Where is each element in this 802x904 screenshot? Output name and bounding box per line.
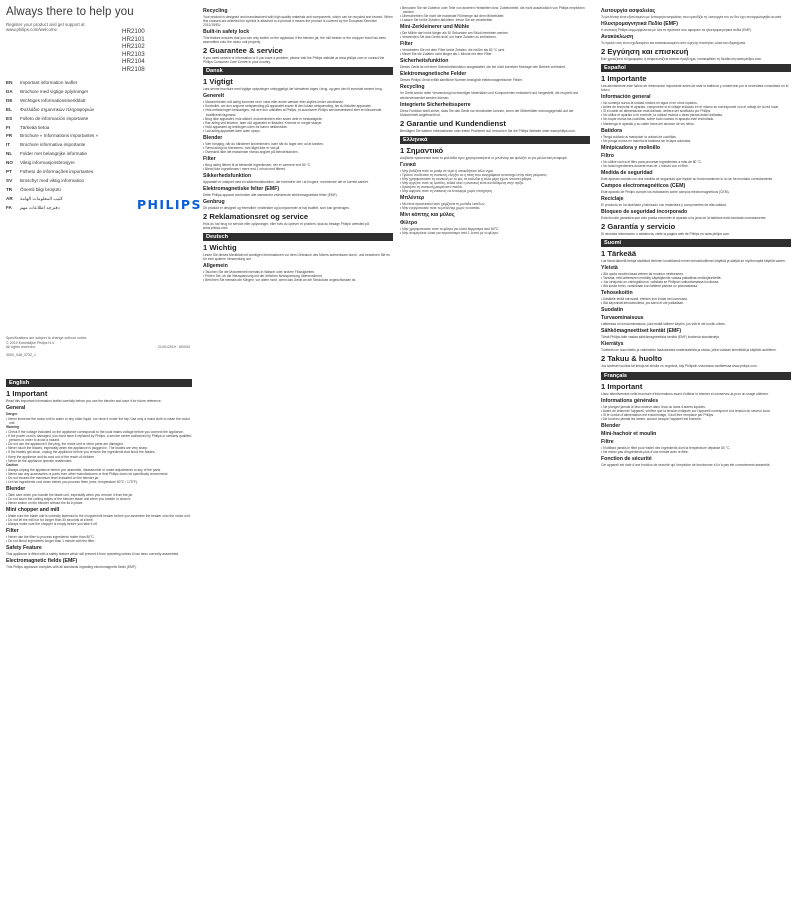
heading-safety-lock: Built-in safety lock [203,29,250,36]
heading-recycling: Recycling [400,84,425,91]
label-warning: Warning [6,425,20,430]
list-item: • Keep the appliance and its cord out of the reach of children. [6,455,192,459]
list-item: • No utilice el aparato si el enchufe, la unidad motora u otras piezas están dañadas. [601,113,791,117]
language-code: NL [6,151,13,157]
list-item: • Mixen Sie die Zutaten nicht länger als 1 Minute mit dem Filter. [400,52,590,56]
list-item: • If the power cord is damaged, you must have it replaced by Philips, a service centre authorized by Philips or similarly qualified persons in order to avoid a hazard. [6,434,192,442]
list-item: • Benutzen Sie nie Zubehör oder Teile von anderen Herstellern bzw. Zubehörteile, die nicht ausdrücklich von Philips empfohlen wurden. [400,6,590,14]
list-item: • Überschreiten Sie nicht die maximale Füllmenge auf dem Mixbehälter. [400,14,590,18]
list-item: • Älä koske teriin, varsinkaan kun laitteen pistoke on pistorasiassa. [601,284,791,288]
paragraph: Your product is designed and manufactured with high quality materials and components, which can be recycled and reused. When this crossed-out wheeled bin symbol is attached to a product it means the product is covered by the European Directive 2012/19/EU. [203,15,393,28]
rights: All rights reserved. [6,345,36,350]
heading-bloqueo: Bloqueo de seguridad incorporado [601,208,688,215]
list-item: • No bata ingredientes durante más de 1 minuto con el filtro. [601,164,791,168]
model-number: HR2101 [122,35,145,43]
heading-suodatin: Suodatin [601,307,624,314]
model-list [122,28,182,74]
language-list [6,79,190,213]
intro-text: Læs denne brochure med vigtige oplysninger omhyggeligt, før blenderen tages i brug, og gem den til eventuel senere brug. [203,87,383,92]
heading-filtro-gr: Φίλτρο [400,220,418,227]
list-item: • Käsittele terää varovasti, etenkin kun irrotat sen kannusta. [601,297,791,301]
list-item: • Never let the appliance operate unattended. [6,459,192,463]
paragraph: El producto se ha diseñado y fabricado con materiales y componentes de alta calidad. [601,202,727,207]
paragraph: Το μπλέντερ είναι εξοπλισμένο με λειτουργία ασφαλείας που εμποδίζει τη λειτουργία του αν δεν έχει συναρμολογηθεί σωστά. [601,15,782,19]
heading-filter: Filter [203,155,216,162]
paragraph: Diese Funktion stellt sicher, dass Sie das Gerät nur einschalten können, wenn der Mixbehälter ordnungsgemäß auf der Motoreinheit angebracht ist. [400,108,574,117]
list-item: • Μην χρησιμοποιείτε τη συσκευή αν το φις, το καλώδιο ή άλλα μέρη έχουν υποστεί φθορά. [400,177,590,181]
paragraph: Este aparato cuenta con una medida de seguridad que impide su funcionamiento si no se ha montado correctamente. [601,176,774,181]
language-code: SV [6,177,13,183]
heading-emf: Elektromagnetische Felder [400,71,467,78]
list-item: • Die Mühle darf nicht länger als 30 Sekunden am Stück betrieben werden. [400,31,590,35]
paragraph: Jos tarvitset huoltoa tai tietoja tai sinulla on ongelma, käy Philipsin sivustossa osoitteessa www.philips.com. [601,364,758,369]
language-code: NO [6,160,13,166]
paragraph: Apparatet er udstyret med en sikkerhedsfunktion, der forhindrer det i at fungere, medmindre det er korrekt samlet. [203,179,369,184]
list-item: • Να είστε προσεκτικοί όταν χειρίζεστε τη μονάδα λεπίδων. [400,202,590,206]
list-item: • Tarkista, että laitteeseen merkitty käyttöjännite vastaa paikallista verkkojännitettä. [601,276,791,280]
intro-text: Read this important information leaflet carefully before you use the blender and save it for future reference. [6,399,162,403]
language-label: Viktig informasjonsbrosjyre [20,160,75,166]
list-item: • Μην χρησιμοποιείτε ποτέ το φίλτρο για υλικά θερμότερα από 80°C. [400,227,590,231]
list-item: • Brug ikke apparatet, hvis stikket, motorenheden eller andre dele er beskadigede. [203,117,393,121]
list-item: • Ne mixez pas d'ingrédients plus d'une minute avec le filtre. [601,450,791,454]
heading-kierratys: Kierrätys [601,341,624,348]
heading-recycling: Recycling [203,8,228,14]
language-code: FR [6,133,13,139]
list-item: • Take care when you handle the blade unit, especially when you remove it from the jar. [6,493,192,497]
language-code: AR [6,195,13,201]
heading-allgemein: Allgemein [203,263,228,270]
list-item: • Μην αφήνετε ποτέ τη συσκευή να λειτουργεί χωρίς επιτήρηση. [400,189,590,193]
heading-cem: Campos electromagnéticos (CEM) [601,182,686,189]
list-item: • Never use any accessories or parts from other manufacturers or that Philips does not specifically recommend. [6,472,192,476]
model-number: HR2104 [122,58,145,66]
language-label: Φυλλάδιο σημαντικών πληροφοριών [20,106,95,112]
list-item: • Always make sure the chopper is empty before you take it off. [6,522,192,526]
list-item: • Never switch on the blender without the lid in place. [6,501,192,505]
list-item: • Si le cordon d'alimentation est endommagé, il doit être remplacé par Philips. [601,413,791,417]
list-item: • No ponga nunca en marcha la batidora sin la tapa colocada. [601,139,791,143]
paragraph: Dette Philips-apparat overholder alle standarder vedrørende elektromagnetiske felter (EMF). [203,193,338,198]
list-item: • Do not use the appliance if the plug, the motor unit or other parts are damaged. [6,442,192,446]
list-item: • Μην αγγίζετε ποτέ τις λεπίδες, ειδικά όταν η συσκευή είναι συνδεδεμένη στην πρίζα. [400,181,590,185]
language-row [6,97,190,106]
heading-garantie: 2 Garantie und Kundendienst [400,118,506,128]
heading-mini-gr: Μίνι κόπτης και μύλος [400,212,455,219]
paragraph: Este aparato de Philips cumple los estándares sobre campos electromagnéticos (CEM). [601,189,730,194]
language-label: Folheto de informações importantes [20,169,94,175]
list-item: • Kontrollér, om den angivne netspænding på apparatet svarer til den lokale netspænding, før du tilslutter apparatet. [203,104,393,108]
document-code-right: 21/01/2019 · 60/043 [157,345,190,349]
language-row [6,106,190,115]
list-item: • Never use the filter to process ingredients hotter than 80°C. [6,535,192,539]
list-item: • Ne touchez jamais les lames, surtout lorsque l'appareil est branché. [601,417,791,421]
heading-blender: Blender [6,485,26,492]
paragraph: Εάν χρειάζεστε πληροφορίες ή αντιμετωπίζετε κάποιο πρόβλημα, επισκεφθείτε τη διεύθυνση www.philips.com. [601,57,762,62]
language-row [6,186,190,195]
heading-important: 1 Important [6,389,48,398]
list-item: • Brug aldrig filteret til at behandle ingredienser, der er varmere end 80 °C. [203,163,393,167]
list-item: • Tauchen Sie die Motoreinheit niemals in Wasser oder andere Flüssigkeiten. [203,270,393,274]
heading-genbrug: Genbrug [203,199,225,206]
list-item: • N'utilisez jamais le filtre pour traiter des ingrédients dont la température dépasse 80 °C. [601,446,791,450]
language-row [6,150,190,159]
list-item: • No sumerja nunca la unidad motora en agua ni en otros líquidos. [601,101,791,105]
list-item: • Hold apparatet og ledningen uden for børns rækkevidde. [203,125,393,129]
list-item: • Blend ikke ingredienser i mere end 1 minut med filteret. [203,167,393,171]
paragraph: Dit produkt er designet og fremstillet i materialer og komponenter af høj kvalitet, som kan genbruges. [203,206,350,211]
list-item: • Lad aldrig apparatet køre uden opsyn. [203,129,393,133]
heading-info-generales: Informations générales [601,397,659,404]
language-label: Brochure « Informations importantes » [20,133,99,139]
list-item: • Do not blend ingredients longer than 1 minute with the filter. [6,539,192,543]
list-item: • Prüfen Sie, ob die Netzspannung mit der örtlichen Netzspannung übereinstimmt. [203,274,393,278]
language-row [6,124,190,133]
model-number: HR2103 [122,50,145,58]
list-item: • Motorenheden må aldrig kommes ned i vand eller andre væsker eller skylles under vandhanen. [203,100,393,104]
language-row [6,79,190,88]
language-label: دفترچه اطلاعات مهم [20,204,60,210]
paragraph: Esta función garantiza que solo pueda encender el aparato si la jarra de la batidora está montada correctamente. [601,215,767,220]
list-item: • Hvis netledningen beskadiges, må den kun udskiftes af Philips, et autoriseret Philips serviceværksted eller en tilsvarende kvalificeret fagmand. [203,108,393,116]
list-item: • If the blades get stuck, unplug the appliance before you remove the ingredients that block the blades. [6,450,192,454]
column-2 [203,6,393,282]
list-item: • Check if the voltage indicated on the appliance corresponds to the local mains voltage before you connect the appliance. [6,430,192,434]
heading-emf: Elektromagnetiske felter (EMF) [203,186,280,193]
model-number: HR2108 [122,65,145,73]
paragraph: Benötigen Sie weitere Informationen oder treten Probleme auf, besuchen Sie die Philips Website unter www.philips.com. [400,128,576,133]
language-label: كتيب المعلومات الهامة [20,195,63,201]
list-item: • Vær forsigtig, når du håndterer knivenheden, især når du tager den ud af kanden. [203,142,393,146]
language-code: PT [6,169,12,175]
heading-securite: Fonction de sécurité [601,455,652,462]
language-label: Important information leaflet [20,80,77,85]
paragraph: Hvis du har brug for service eller oplysninger, eller hvis du oplever et problem, skal du besøge Philips' websted på www.philips.com. [203,222,369,231]
intro-text: Lisez attentivement cette brochure d'informations avant d'utiliser le blender et conservez-la pour un usage ultérieur. [601,391,769,396]
section-bar-english: English [6,379,192,387]
heading-emf: Electromagnetic fields (EMF) [6,558,78,565]
list-item: • Never touch the blades, especially when the appliance is plugged in. The blades are very sharp. [6,446,192,450]
copyright: © 2019 Koninklijke Philips N.V. [6,340,56,345]
language-code: DA [6,88,13,94]
section-bar-greek: Ελληνικά [400,136,590,144]
list-item: • Berühren Sie niemals die Klingen, vor allem nicht, wenn das Gerät an die Steckdose angeschlossen ist. [203,278,393,282]
list-item: • Μην βυθίζετε ποτέ το μοτέρ σε νερό ή οποιοδήποτε άλλο υγρό. [400,169,590,173]
list-item: • Älä upota moottoriosaa veteen tai muuhun nesteeseen. [601,272,791,276]
heading-general: General [6,405,26,412]
language-row [6,159,190,168]
section-bar-suomi: Suomi [601,239,791,247]
heading-anakyklosi: Ανακύκλωση [601,34,634,41]
list-item: • Do not touch the cutting edges of the blender blade unit when you handle or clean it. [6,497,192,501]
heading-sicherheitssperre: Integrierte Sicherheitssperre [400,101,471,108]
label-danger: Danger [6,412,18,417]
heading-filtre: Filtre [601,438,614,445]
language-row [6,141,190,150]
list-item: • Tænd aldrig for blenderen, hvis låget ikke er sat på. [203,146,393,150]
paragraph: This Philips appliance complies with all standards regarding electromagnetic fields (EMF). [6,565,137,570]
list-item: • Antes de enchufar el aparato, compruebe si el voltaje indicado en el mismo se corresponde con el voltaje de la red local. [601,105,791,109]
language-label: Önemli bilgi broşürü [20,186,61,192]
heading-tehosekoitin: Tehosekoitin [601,290,633,297]
heading-filtro: Filtro [601,152,614,159]
heading-reklamation: 2 Reklamationsret og service [203,212,309,222]
language-row [6,132,190,141]
paragraph: Tämä Philips-laite vastaa sähkömagneettisia kenttiä (EMF) koskevia standardeja. [601,335,720,340]
intro-text: Lue tämä tärkeitä tietoja sisältävä lehtinen huolellisesti ennen tehosekoittimen käyttöä ja säilytä se myöhempää käyttöä varten. [601,258,786,263]
language-label: Folleto de información importante [20,115,89,121]
heading-generelt: Generelt [203,93,225,100]
heading-info-general: Información general [601,94,651,101]
list-item: • Never immerse the motor unit in water or any other liquid, nor rinse it under the tap. Use only a moist cloth to clean the motor unit. [6,417,192,425]
heading-batidora: Batidora [601,127,623,134]
heading-reciclaje: Reciclaje [601,195,624,202]
list-item: • Ne plongez jamais le bloc moteur dans l'eau ou dans d'autres liquides. [601,405,791,409]
heading-turva: Turvaominaisuus [601,315,644,322]
heading-takuu: 2 Takuu & huolto [601,354,663,364]
heading-minipicadora: Minipicadora y molinillo [601,144,661,151]
heading-tarkeaa: 1 Tärkeää [601,248,637,258]
heading-blender-gr: Μπλέντερ [400,195,425,202]
paragraph: Laitteessa on turvaominaisuus, joka estää laitteen käytön, jos sitä ei ole koottu oikein. [601,322,726,327]
language-label: Brochure med vigtige oplysninger [20,88,89,94]
column-4 [601,6,791,468]
paragraph: Το προϊόν σας είναι σχεδιασμένο και κατασκευασμένο από υψηλής ποιότητας υλικά και εξαρτήματα. [601,41,747,46]
column-3 [400,6,590,235]
model-number: HR2100 [122,28,145,35]
language-code: FI [6,124,11,130]
language-row [6,168,190,177]
list-item: • Μην αναμιγνύετε υλικά για περισσότερο από 1 λεπτό με το φίλτρο. [400,231,590,235]
language-label: Broschyr med viktig information [20,177,85,183]
heading-importante: 1 Importante [601,74,647,84]
list-item: • Lassen Sie heiße Zutaten abkühlen, bevor Sie sie verarbeiten. [400,18,590,22]
language-code: EL [6,106,12,112]
section-bar-deutsch: Deutsch [203,233,393,241]
label-caution: Caution [6,462,19,467]
english-section [6,376,192,570]
heading-filter: Filter [6,528,19,535]
spec-notice: Specifications are subject to change without notice [6,336,87,340]
list-item: • Verarbeiten Sie mit dem Filter keine Zutaten, die heißer als 80 °C sind. [400,48,590,52]
list-item: • Rør aldrig ved knivene, især når apparatet er tilsluttet. Knivene er meget skarpe. [203,121,393,125]
language-code: ES [6,115,13,121]
paragraph: Tuotteesi on suunniteltu ja valmistettu laadukkaista materiaaleista ja osista, jotka voidaan kierrättää ja käyttää uudelleen. [601,348,777,353]
heading-filter: Filter [400,41,413,48]
intro-text: Διαβάστε προσεκτικά αυτό το φυλλάδιο πριν χρησιμοποιήσετε το μπλέντερ και φυλάξτε το για μελλοντική αναφορά. [400,155,568,160]
intro-text: Lea atentamente este folleto de información importante antes de usar la batidora y consérvelo por si necesitara consultarlo en el futuro. [601,84,789,93]
list-item: • Jos virtajohto on vahingoittunut, vaihdata se Philipsin valtuuttamassa huollossa. [601,280,791,284]
heading-asfaleia: Λειτουργία ασφαλείας [601,8,656,14]
heading-seguridad: Medida de seguridad [601,169,653,176]
list-item: • Κρατήστε τη συσκευή μακριά από παιδιά. [400,185,590,189]
list-item: • Let hot ingredients cool down before you process them (max. temperature 80°C / 175°F). [6,480,192,484]
heading-garantia: 2 Garantía y servicio [601,221,676,231]
paragraph: Dieses Gerät ist mit einer Sicherheitsfunktion ausgestattet, die bei nicht korrekter Montage den Betrieb verhindert. [400,65,567,70]
heading-emf-gr: Ηλεκτρομαγνητικά Πεδία (EMF) [601,21,678,28]
heading-important-fr: 1 Important [601,381,643,391]
page-subtitle: Register your product and get support at www.philips.com/welcome [6,22,85,33]
language-label: Brochure informativa importante [20,142,86,148]
language-label: Folder met belangrijke informatie [20,151,87,157]
list-item: • Avant de brancher l'appareil, vérifiez que la tension indiquée sur l'appareil correspond à la tension du secteur local. [601,409,791,413]
language-row [6,177,190,186]
heading-mill: Mini chopper and mill [6,506,60,513]
paragraph: Dieses Philips Gerät erfüllt sämtliche Normen bezüglich elektromagnetischer Felder. [400,78,523,83]
paragraph: Η συσκευή Philips συμμορφώνεται με όλα τα πρότυπα που αφορούν τα ηλεκτρομαγνητικά πεδία (EMF). [601,28,753,33]
list-item: • No utilice nunca el filtro para procesar ingredientes a más de 80 °C. [601,160,791,164]
philips-logo: PHILIPS [137,197,202,212]
heading-genika: Γενικά [400,161,416,168]
heading-blender-fr: Blender [601,422,621,429]
paragraph: This feature ensures that you can only switch on the appliance if the blender jar, the mill beaker or the chopper bowl has been assembled onto the motor unit properly. [203,36,387,45]
heading-simantiko: 1 Σημαντικό [400,145,444,155]
page-title: Always there to help you [6,6,134,18]
list-item: • Mantenga el aparato y su cable fuera del alcance de los niños. [601,122,791,126]
heading-egguisi: 2 Εγγύηση και επισκευή [601,47,689,57]
section-bar-francais: Français [601,372,791,380]
paragraph: If you need service or information or if you have a problem, please visit the Philips website at www.philips.com or contact the Philips Consumer Care Centre in your country. [203,56,385,65]
list-item: • Tenga cuidado al manipular la unidad de cuchillas. [601,135,791,139]
language-row [6,88,190,97]
list-item: • Si el cable de alimentación está dañado, deberá ser sustituido por Philips. [601,109,791,113]
language-label: Wichtiges Informationsmerkblatt [20,97,86,103]
heading-sikkerhed: Sikkerhedsfunktion [203,172,252,179]
list-item: • Do not let the mill run for longer than 30 seconds at a time. [6,518,192,522]
model-number: HR2102 [122,43,145,51]
section-bar-dansk: Dansk [203,67,393,75]
heading-yleista: Yleistä [601,265,618,272]
heading-vigtigt: 1 Vigtigt [203,77,233,87]
section-bar-espanol: Español [601,64,791,72]
language-code: TR [6,186,13,192]
language-code: FA [6,204,12,210]
heading-sicherheit: Sicherheitsfunktion [400,58,449,65]
heading-mini-zerkleinerer: Mini-Zerkleinerer und Mühle [400,24,470,31]
list-item: • Verwenden Sie das Gerät nicht, um harte Zutaten zu zerkleinern. [400,35,590,39]
list-item: • Μην ενεργοποιείτε ποτέ το μπλέντερ χωρίς το καπάκι. [400,206,590,210]
list-item: • Do not exceed the maximum level indicated on the blender jar. [6,476,192,480]
document-code: 3000_048_3732_1 [6,352,36,357]
list-item: • Προτού συνδέσετε τη συσκευή, ελέγξτε αν η τάση που αναγράφεται αντιστοιχεί στην τάση ρεύματος. [400,173,590,177]
language-code: EN [6,80,13,85]
heading-safety: Safety Feature [6,545,42,552]
paragraph: Cet appareil est doté d'une fonction de sécurité qui l'empêche de fonctionner s'il n'a pas été correctement assemblé. [601,462,771,467]
language-row [6,115,190,124]
language-code: DE [6,97,13,103]
heading-emf-fi: Sähkömagneettiset kentät (EMF) [601,328,682,335]
paragraph: Si necesita información o asistencia, visite la página web de Philips en www.philips.com. [601,231,731,236]
intro-text: Lesen Sie dieses Merkblatt mit wichtigen Informationen vor dem Gebrauch des Mixers aufmerksam durch, und bewahren Sie es für eine spätere Verwendung auf. [203,253,390,262]
list-item: • Make sure the blade unit is correctly fastened to the chopper/mill beaker before you assemble the beaker onto the motor unit. [6,514,192,518]
list-item: • Älä käynnistä tehosekoitinta, jos kansi ei ole paikallaan. [601,301,791,305]
list-item: • No toque nunca las cuchillas, sobre todo cuando el aparato esté enchufado. [601,117,791,121]
heading-mini-hachoir: Mini-hachoir et moulin [601,430,657,437]
language-code: IT [6,142,11,148]
heading-wichtig: 1 Wichtig [203,243,237,253]
paragraph: Ihr Gerät wurde unter Verwendung hochwertiger Materialien und Komponenten entwickelt und hergestellt, die recycelt und wiederverwendet werden können. [400,91,579,100]
paragraph: This appliance is fitted with a safety feature which will prevent it from operating unless it has been correctly assembled. [6,552,180,557]
spec-footer [6,336,190,357]
list-item: • Overskrid ikke det maksimale niveau angivet på blenderkanden. [203,150,393,154]
list-item: • Always unplug the appliance before you assemble, disassemble or make adjustments to any of the parts. [6,468,192,472]
language-label: Tärkeää tietoa [20,124,50,130]
heading-guarantee: 2 Guarantee & service [203,46,283,56]
heading-blender: Blender [203,134,223,141]
